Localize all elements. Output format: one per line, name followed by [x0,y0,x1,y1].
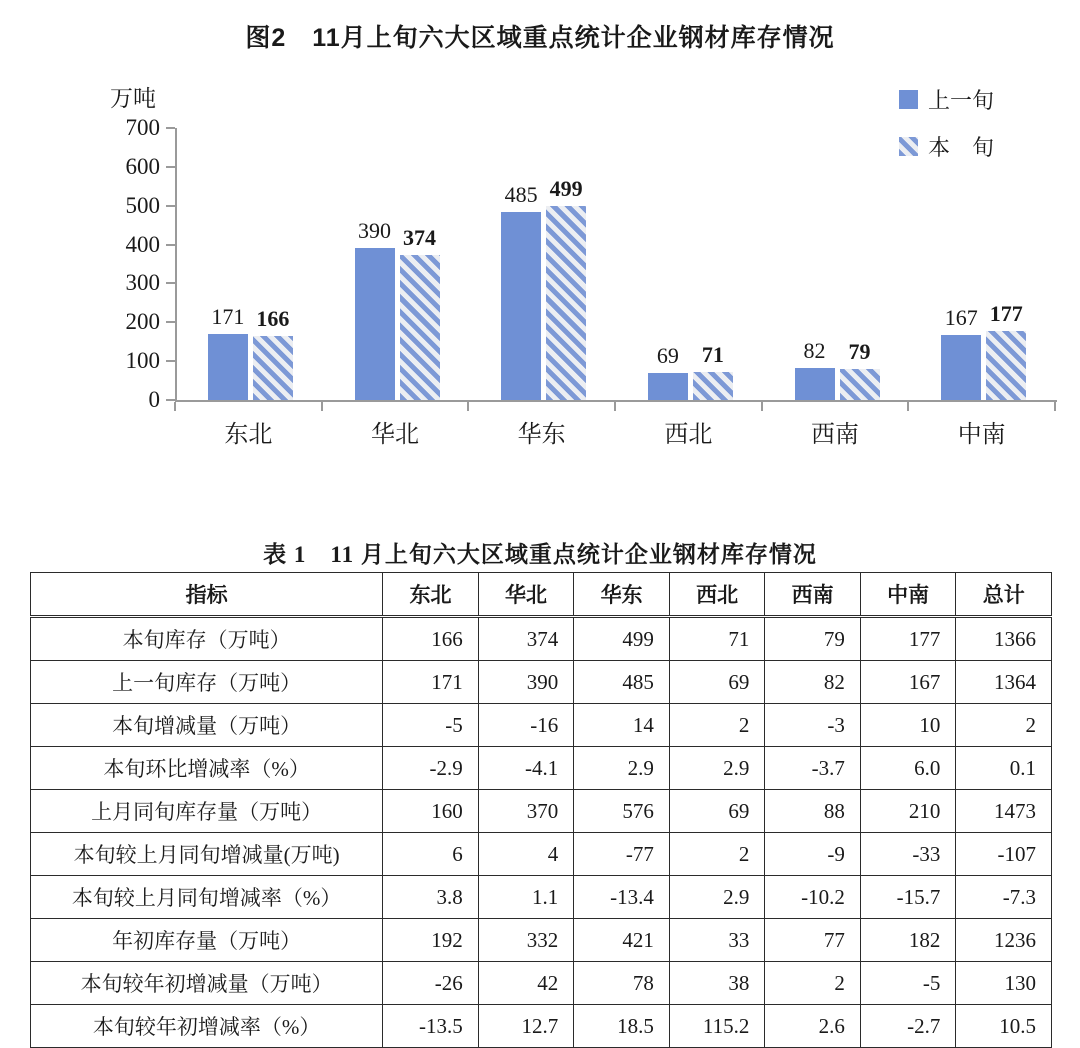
y-tick-mark [166,399,175,401]
value-cell: 82 [765,661,861,704]
previous-period-bar [648,373,688,400]
table-row [31,919,1052,962]
bar-group-4 [617,128,764,400]
bar-column [693,128,733,400]
value-cell: -26 [383,962,479,1005]
value-cell: 33 [669,919,765,962]
value-cell: 576 [574,790,670,833]
value-cell: 2.6 [765,1005,861,1048]
bar-column [501,128,541,400]
y-tick-label: 200 [125,309,160,335]
x-category-label: 西南 [811,422,860,448]
y-tick-mark [166,205,175,207]
chart-title: 图2 11月上旬六大区域重点统计企业钢材库存情况 [245,24,835,52]
bar-column [400,128,440,400]
value-cell: 2.9 [669,747,765,790]
value-cell: -9 [765,833,861,876]
column-header: 华北 [478,573,574,617]
x-tick-mark [321,402,323,411]
bar-column [986,128,1026,400]
value-cell: 160 [383,790,479,833]
table-row [31,1005,1052,1048]
bar-column [648,128,688,400]
bar-value-label: 374 [403,224,436,250]
y-tick-label: 100 [125,348,160,374]
bar-column [840,128,880,400]
previous-period-bar [208,334,248,400]
x-tick-mark [907,402,909,411]
bar-value-label: 171 [211,303,245,329]
value-cell: -2.9 [383,747,479,790]
x-tick-mark [614,402,616,411]
column-header: 东北 [383,573,479,617]
current-period-bar [400,255,440,400]
value-cell: 485 [574,661,670,704]
bar-group-3 [470,128,617,400]
value-cell: 2.9 [669,876,765,919]
indicator-cell: 本旬库存（万吨） [31,617,383,661]
column-header: 西北 [669,573,765,617]
value-cell: 10.5 [956,1005,1052,1048]
value-cell: 370 [478,790,574,833]
value-cell: 1473 [956,790,1052,833]
column-header: 指标 [31,573,383,617]
bar-value-label: 499 [549,176,583,202]
y-tick-label: 0 [148,387,160,412]
value-cell: 210 [860,790,956,833]
bar-group-1 [177,128,324,400]
bar-value-label: 166 [256,305,290,331]
bar-group-6 [910,128,1057,400]
value-cell: -4.1 [478,747,574,790]
value-cell: 130 [956,962,1052,1005]
value-cell: 3.8 [383,876,479,919]
y-tick-label: 700 [125,115,160,140]
x-axis-tick-marks [175,402,1055,411]
legend-label: 上一旬 [927,88,994,113]
value-cell: 1366 [956,617,1052,661]
value-cell: 38 [669,962,765,1005]
bar-column [795,128,835,400]
indicator-cell: 本旬较年初增减量（万吨） [31,962,383,1005]
y-tick-label: 300 [125,270,160,296]
table-row [31,876,1052,919]
indicator-cell: 本旬环比增减率（%） [31,747,383,790]
solid-swatch-icon [899,90,918,109]
value-cell: 6.0 [860,747,956,790]
value-cell: 1364 [956,661,1052,704]
table-header [31,573,1052,617]
table-row [31,747,1052,790]
inventory-bar-chart [0,0,1080,470]
value-cell: -107 [956,833,1052,876]
previous-period-bar [355,248,395,400]
value-cell: 77 [765,919,861,962]
value-cell: 69 [669,790,765,833]
indicator-cell: 上月同旬库存量（万吨） [31,790,383,833]
value-cell: 374 [478,617,574,661]
value-cell: 192 [383,919,479,962]
value-cell: 2 [669,833,765,876]
legend-item-previous-period [899,84,994,115]
value-cell: -77 [574,833,670,876]
value-cell: -33 [860,833,956,876]
current-period-bar [693,372,733,400]
value-cell: 0.1 [956,747,1052,790]
y-axis-unit-label: 万吨 [110,86,156,111]
value-cell: 421 [574,919,670,962]
value-cell: 42 [478,962,574,1005]
inventory-table [30,572,1052,1048]
column-header: 华东 [574,573,670,617]
indicator-cell: 本旬较年初增减率（%） [31,1005,383,1048]
y-tick-label: 400 [125,231,160,257]
x-tick-mark [467,402,469,411]
value-cell: 1.1 [478,876,574,919]
current-period-bar [546,206,586,400]
bar-value-label: 71 [701,342,724,368]
y-tick-mark [166,244,175,246]
column-header: 中南 [860,573,956,617]
value-cell: 71 [669,617,765,661]
indicator-cell: 本旬增减量（万吨） [31,704,383,747]
table-row [31,704,1052,747]
x-tick-mark [761,402,763,411]
bar-value-label: 167 [944,305,978,331]
value-cell: -5 [383,704,479,747]
value-cell: 167 [860,661,956,704]
bar-column [253,128,293,400]
indicator-cell: 年初库存量（万吨） [31,919,383,962]
bar-value-label: 79 [848,339,871,365]
value-cell: 18.5 [574,1005,670,1048]
value-cell: 4 [478,833,574,876]
table-row [31,661,1052,704]
value-cell: -3 [765,704,861,747]
value-cell: 79 [765,617,861,661]
value-cell: 2 [669,704,765,747]
value-cell: 69 [669,661,765,704]
bar-column [546,128,586,400]
plot-area [175,128,1057,402]
x-tick-mark [174,402,176,411]
value-cell: -2.7 [860,1005,956,1048]
bar-value-label: 69 [656,343,679,369]
value-cell: 166 [383,617,479,661]
y-tick-mark [166,166,175,168]
x-category-label: 东北 [224,422,273,448]
value-cell: 10 [860,704,956,747]
x-category-label: 中南 [957,422,1006,448]
value-cell: 2.9 [574,747,670,790]
previous-period-bar [795,368,835,400]
table-row [31,790,1052,833]
bar-value-label: 390 [358,218,391,244]
table-row [31,617,1052,661]
value-cell: 2 [956,704,1052,747]
value-cell: 12.7 [478,1005,574,1048]
indicator-cell: 上一旬库存（万吨） [31,661,383,704]
y-tick-mark [166,321,175,323]
value-cell: -13.4 [574,876,670,919]
bar-column [355,128,395,400]
y-tick-mark [166,360,175,362]
bar-group-2 [324,128,471,400]
table-header-row [31,573,1052,617]
y-tick-label: 600 [125,153,160,179]
bar-value-label: 177 [989,301,1023,327]
y-tick-label: 500 [125,192,160,218]
value-cell: 171 [383,661,479,704]
value-cell: 14 [574,704,670,747]
value-cell: 88 [765,790,861,833]
x-category-label: 华北 [371,422,419,448]
value-cell: 115.2 [669,1005,765,1048]
current-period-bar [986,331,1026,400]
value-cell: -5 [860,962,956,1005]
bar-column [208,128,248,400]
value-cell: 177 [860,617,956,661]
inventory-table-wrapper [30,572,1052,1048]
x-tick-mark [1054,402,1056,411]
legend-label: 本 旬 [927,135,994,160]
table-row [31,962,1052,1005]
table-title: 表 1 11 月上旬六大区域重点统计企业钢材库存情况 [263,542,817,567]
bar-value-label: 485 [504,181,538,207]
bar-column [941,128,981,400]
value-cell: 182 [860,919,956,962]
column-header: 总计 [956,573,1052,617]
y-tick-mark [166,282,175,284]
x-axis-category-labels [175,414,1055,449]
indicator-cell: 本旬较上月同旬增减量(万吨) [31,833,383,876]
value-cell: 332 [478,919,574,962]
value-cell: 2 [765,962,861,1005]
bar-value-label: 82 [803,338,826,364]
value-cell: 6 [383,833,479,876]
value-cell: 390 [478,661,574,704]
value-cell: -13.5 [383,1005,479,1048]
current-period-bar [840,369,880,400]
bar-group-5 [764,128,911,400]
y-axis-tick-marks [166,128,175,400]
indicator-cell: 本旬较上月同旬增减率（%） [31,876,383,919]
x-category-label: 华东 [517,422,566,448]
y-axis-tick-labels [98,115,160,412]
previous-period-bar [941,335,981,400]
column-header: 西南 [765,573,861,617]
x-category-label: 西北 [664,422,713,448]
value-cell: 1236 [956,919,1052,962]
value-cell: -15.7 [860,876,956,919]
value-cell: -3.7 [765,747,861,790]
previous-period-bar [501,212,541,400]
value-cell: -10.2 [765,876,861,919]
value-cell: 499 [574,617,670,661]
table-row [31,833,1052,876]
y-tick-mark [166,127,175,129]
value-cell: -7.3 [956,876,1052,919]
value-cell: 78 [574,962,670,1005]
table-body [31,617,1052,1048]
current-period-bar [253,336,293,401]
value-cell: -16 [478,704,574,747]
